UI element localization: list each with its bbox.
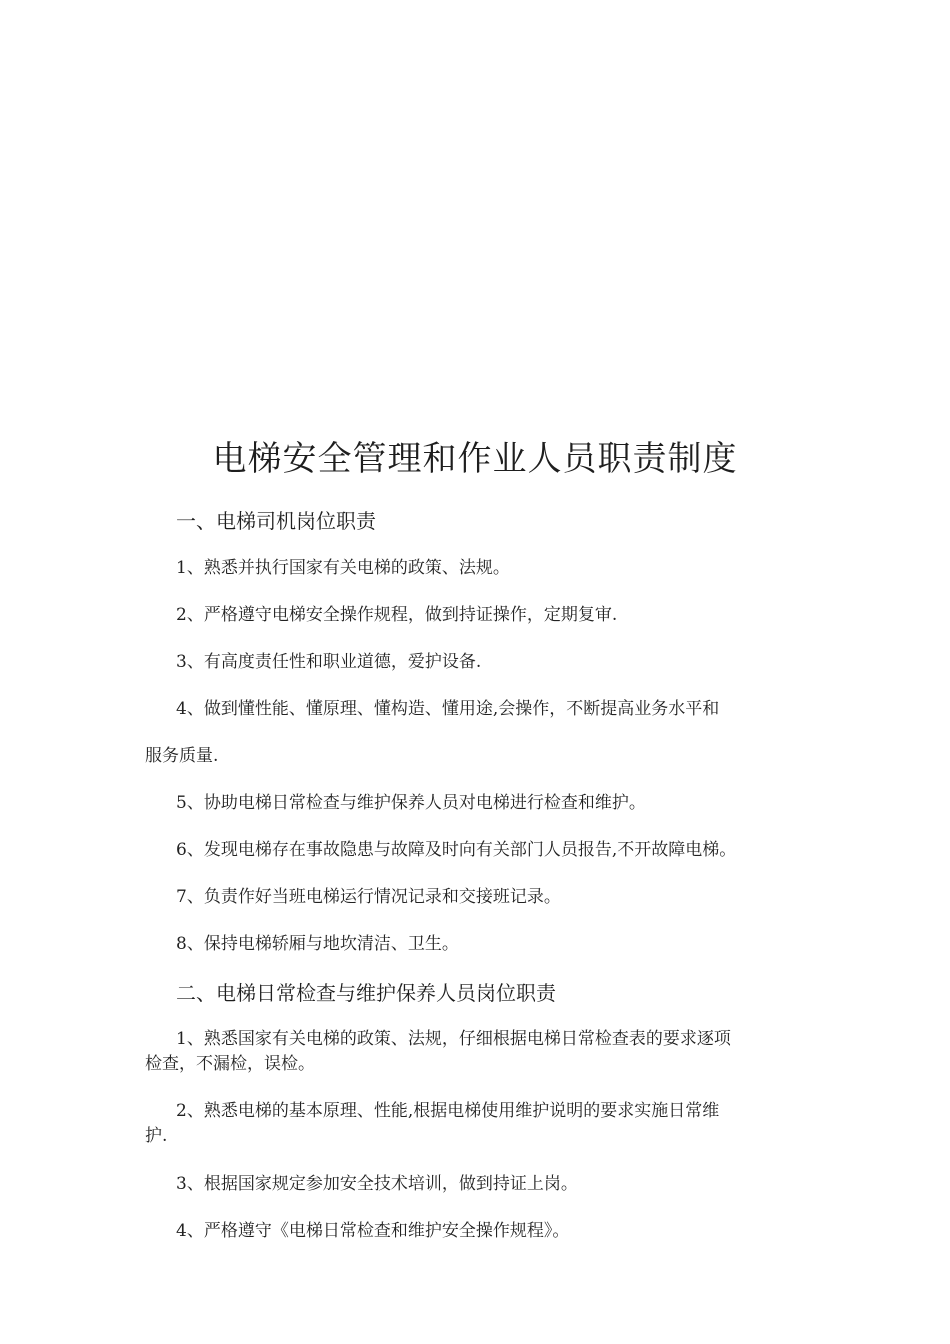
paragraph-line: 2、严格遵守电梯安全操作规程，做到持证操作，定期复审. bbox=[176, 605, 618, 625]
paragraph-line: 护. bbox=[145, 1126, 168, 1146]
paragraph-line: 2、熟悉电梯的基本原理、性能,根据电梯使用维护说明的要求实施日常维 bbox=[176, 1101, 720, 1121]
paragraph-line: 7、负责作好当班电梯运行情况记录和交接班记录。 bbox=[176, 887, 561, 907]
paragraph-line: 1、熟悉国家有关电梯的政策、法规，仔细根据电梯日常检查表的要求逐项 bbox=[176, 1029, 731, 1049]
document-title: 电梯安全管理和作业人员职责制度 bbox=[212, 439, 738, 479]
section-heading-driver: 一、电梯司机岗位职责 bbox=[176, 509, 376, 533]
paragraph-line: 4、做到懂性能、懂原理、懂构造、懂用途,会操作，不断提高业务水平和 bbox=[176, 699, 720, 719]
paragraph-line: 8、保持电梯轿厢与地坎清洁、卫生。 bbox=[176, 934, 459, 954]
paragraph-line: 3、根据国家规定参加安全技术培训，做到持证上岗。 bbox=[176, 1174, 578, 1194]
paragraph-line: 1、熟悉并执行国家有关电梯的政策、法规。 bbox=[176, 558, 510, 578]
paragraph-line: 3、有高度责任性和职业道德，爱护设备. bbox=[176, 652, 482, 672]
paragraph-line: 5、协助电梯日常检查与维护保养人员对电梯进行检查和维护。 bbox=[176, 793, 646, 813]
section-heading-maintenance: 二、电梯日常检查与维护保养人员岗位职责 bbox=[176, 981, 556, 1005]
paragraph-line: 检查，不漏检，误检。 bbox=[145, 1054, 315, 1074]
paragraph-line: 4、严格遵守《电梯日常检查和维护安全操作规程》。 bbox=[176, 1221, 570, 1241]
paragraph-line: 6、发现电梯存在事故隐患与故障及时向有关部门人员报告,不开故障电梯。 bbox=[176, 840, 737, 860]
paragraph-line: 服务质量. bbox=[145, 746, 219, 766]
